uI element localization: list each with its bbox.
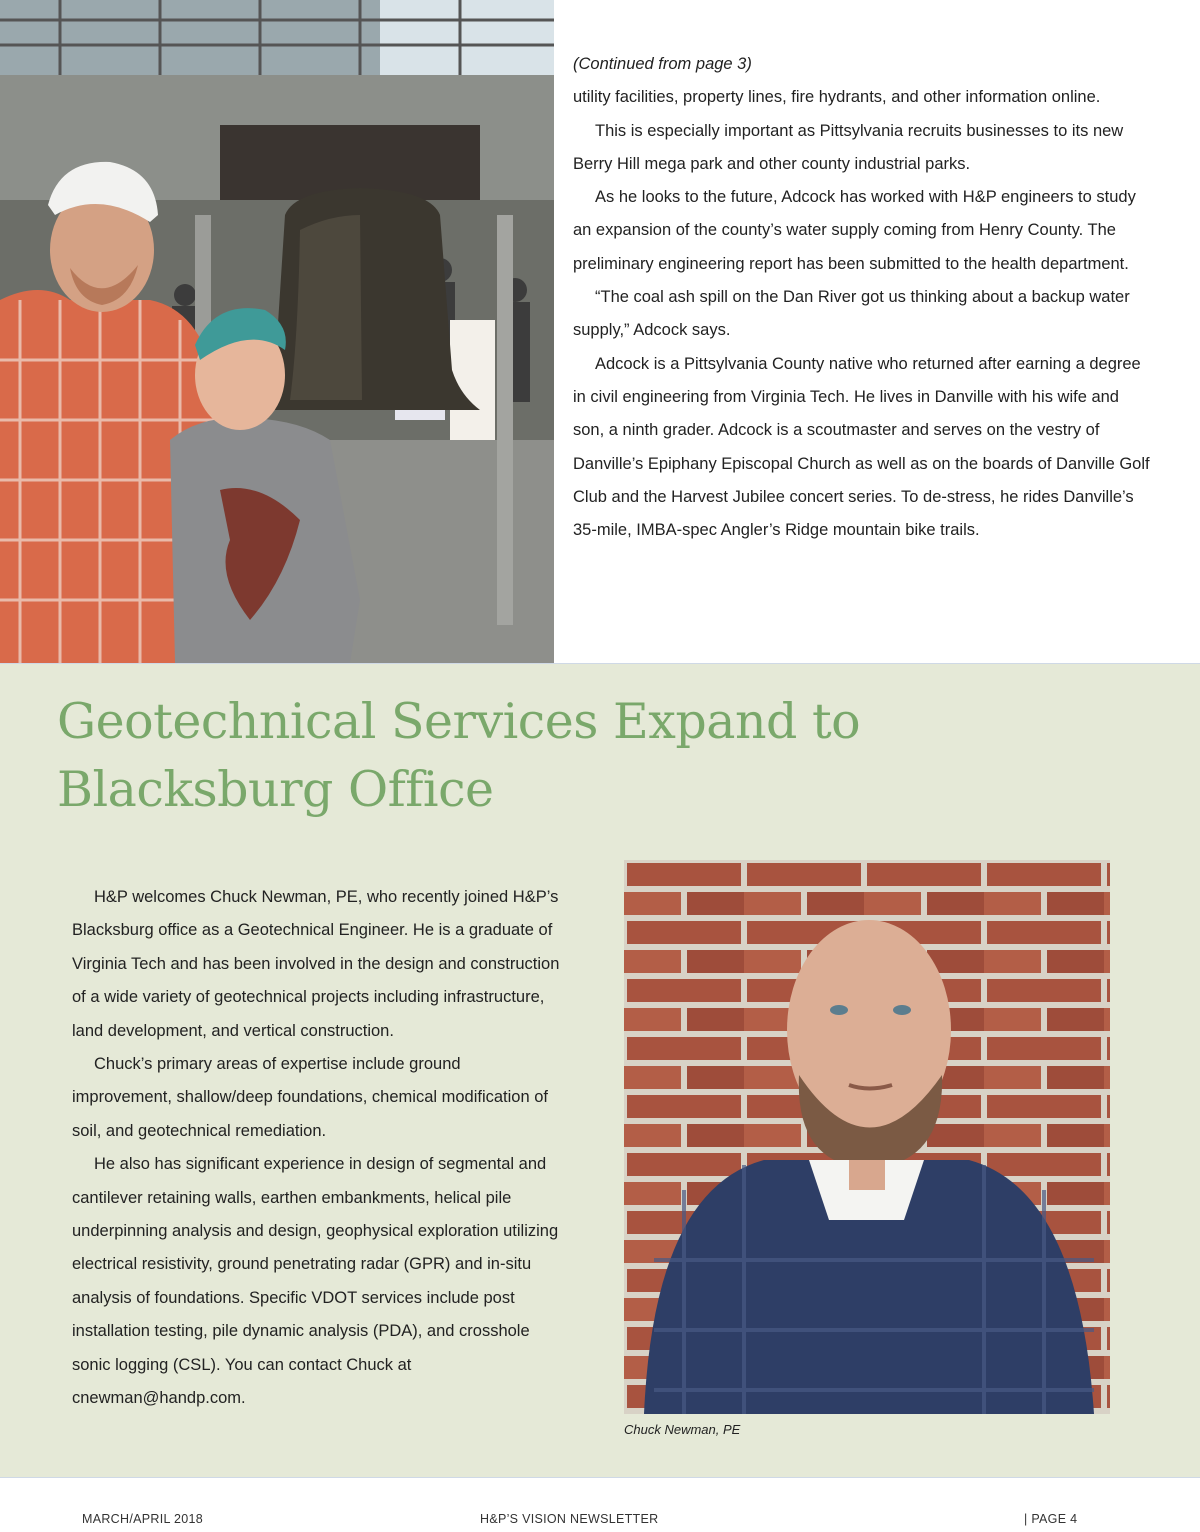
continued-note: (Continued from page 3) — [573, 55, 752, 73]
continued-article — [573, 48, 1153, 547]
footer-date: MARCH/APRIL 2018 — [82, 1512, 204, 1526]
footer-page-number: | PAGE 4 — [1024, 1512, 1078, 1526]
paragraph: Adcock is a Pittsylvania County native who returned after earning a degree in civil engineering from Virginia Tech. He lives in Danville with his wife and son, a ninth grader. Adcock is a scoutmaster and serves on the vestry of Danville’s Epiphany Episcopal Church as well as on the boards of Danville Golf Club and the Harvest Jubilee concert series. To de-stress, he rides Danville’s 35-mile, IMBA-spec Angler’s Ridge mountain bike trails. — [573, 354, 1150, 540]
headline-line-1: Geotechnical Services Expand to — [57, 693, 861, 750]
paragraph: This is especially important as Pittsylvania recruits businesses to its new Berry Hill mega park and other county industrial parks. — [573, 121, 1124, 173]
photo-caption: Chuck Newman, PE — [624, 1422, 741, 1437]
paragraph: H&P welcomes Chuck Newman, PE, who recently joined H&P’s Blacksburg office as a Geotechnical Engineer. He is a graduate of Virginia Tech and has been involved in the design and construction of a wide variety of geotechnical projects including infrastructure, land development, and vertical construction. — [72, 888, 560, 1040]
paragraph: Chuck’s primary areas of expertise include ground improvement, shallow/deep foundations, chemical modification of soil, and geotechnical remediation. — [72, 1055, 549, 1140]
paragraph: He also has significant experience in design of segmental and cantilever retaining walls, earthen embankments, helical pile underpinning analysis and design, geophysical exploration utilizing electrical resistivity, ground penetrating radar (GPR) and in-situ analysis of foundations. Specific VDOT services include post installation testing, pile dynamic analysis (PDA), and crosshole sonic logging (CSL). You can contact Chuck at cnewman@handp.com. — [72, 1155, 559, 1408]
article-section — [0, 663, 1200, 1478]
article-headline — [57, 688, 957, 824]
paragraph: utility facilities, property lines, fire hydrants, and other information online. — [573, 88, 1101, 107]
footer-newsletter: H&P’S VISION NEWSLETTER — [480, 1512, 659, 1526]
paragraph: “The coal ash spill on the Dan River got us thinking about a backup water supply,” Adcock says. — [573, 288, 1130, 340]
headline-line-2: Blacksburg Office — [57, 761, 494, 818]
page-footer — [0, 1508, 1200, 1532]
paragraph: As he looks to the future, Adcock has worked with H&P engineers to study an expansion of the county’s water supply coming from Henry County. The preliminary engineering report has been submitted to the health department. — [573, 188, 1136, 273]
liberty-bell-photo — [0, 0, 554, 663]
article-body — [72, 881, 562, 1416]
chuck-newman-photo — [624, 860, 1110, 1414]
